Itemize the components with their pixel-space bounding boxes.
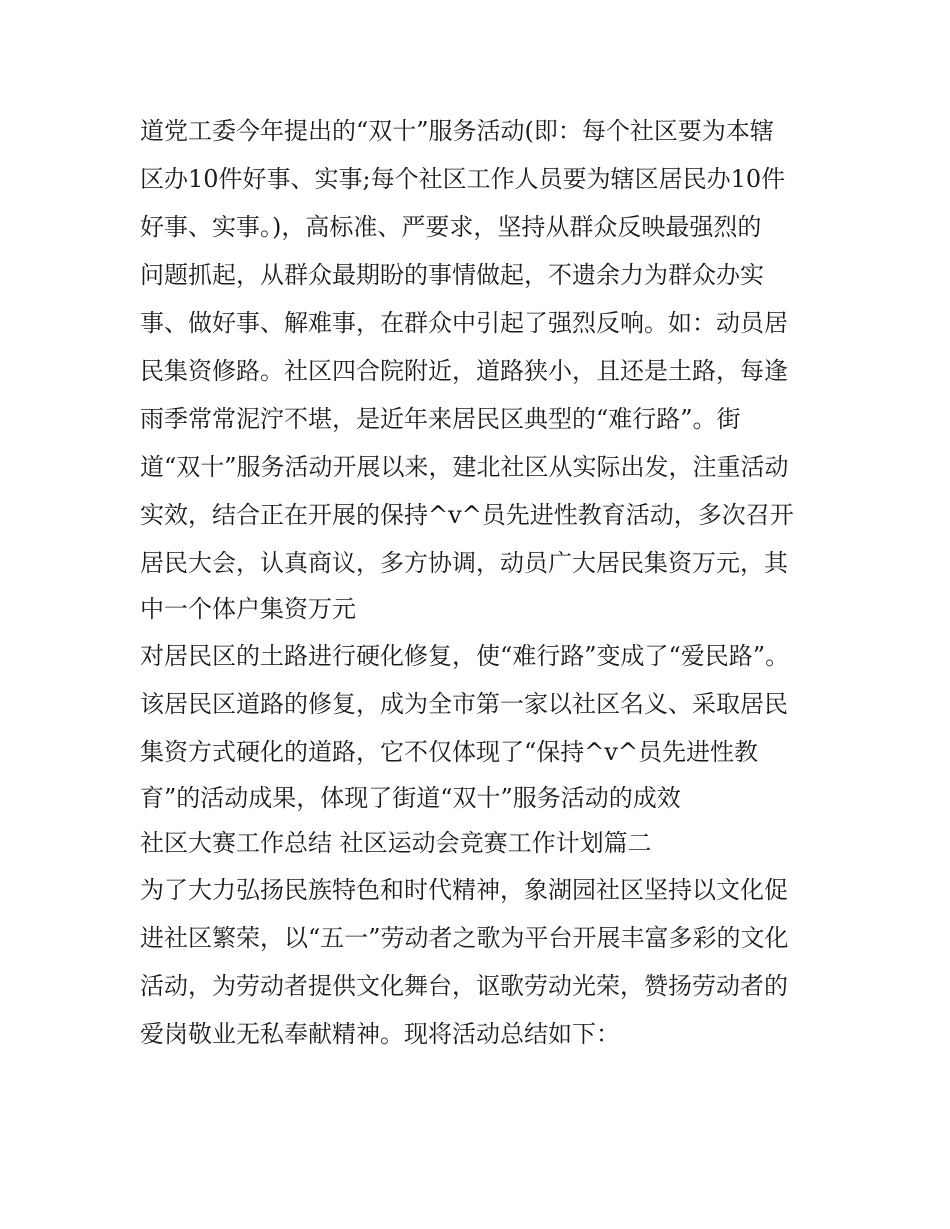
text-line: 育”的活动成果，体现了街道“双十”服务活动的成效 xyxy=(140,784,681,812)
text-line: 实效，结合正在开展的保持^v^员先进性教育活动，多次召开 xyxy=(140,501,794,529)
document-body xyxy=(140,107,830,1058)
text-line: 居民大会，认真商议，多方协调，动员广大居民集资万元，其 xyxy=(140,549,788,577)
text-line: 为了大力弘扬民族特色和时代精神，象湖园社区坚持以文化促 xyxy=(140,876,788,904)
text-line: 好事、实事。)，高标准、严要求，坚持从群众反映最强烈的 xyxy=(140,213,762,241)
text-line: 民集资修路。社区四合院附近，道路狭小，且还是土路，每逢 xyxy=(140,357,788,385)
text-line: 活动，为劳动者提供文化舞台，讴歌劳动光荣，赞扬劳动者的 xyxy=(140,972,788,1000)
text-line: 对居民区的土路进行硬化修复，使“难行路”变成了“爱民路”。 xyxy=(140,642,790,670)
text-line: 问题抓起，从群众最期盼的事情做起，不遗余力为群众办实 xyxy=(140,261,764,289)
section-heading: 社区大赛工作总结 社区运动会竞赛工作计划篇二 xyxy=(140,829,652,857)
text-line: 集资方式硬化的道路，它不仅体现了“保持^v^员先进性教 xyxy=(140,738,759,766)
text-line: 中一个体户集资万元 xyxy=(140,595,356,623)
text-line: 区办10件好事、实事;每个社区工作人员要为辖区居民办10件 xyxy=(140,165,786,193)
text-line: 爱岗敬业无私奉献精神。现将活动总结如下： xyxy=(140,1020,620,1048)
text-line: 道党工委今年提出的“双十”服务活动(即：每个社区要为本辖 xyxy=(140,117,774,145)
text-line: 道“双十”服务活动开展以来，建北社区从实际出发，注重活动 xyxy=(140,453,789,481)
text-line: 该居民区道路的修复，成为全市第一家以社区名义、采取居民 xyxy=(140,690,788,718)
text-line: 雨季常常泥泞不堪，是近年来居民区典型的“难行路”。街 xyxy=(140,405,741,433)
text-line: 进社区繁荣，以“五一”劳动者之歌为平台开展丰富多彩的文化 xyxy=(140,924,789,952)
text-line: 事、做好事、解难事，在群众中引起了强烈反响。如：动员居 xyxy=(140,309,788,337)
